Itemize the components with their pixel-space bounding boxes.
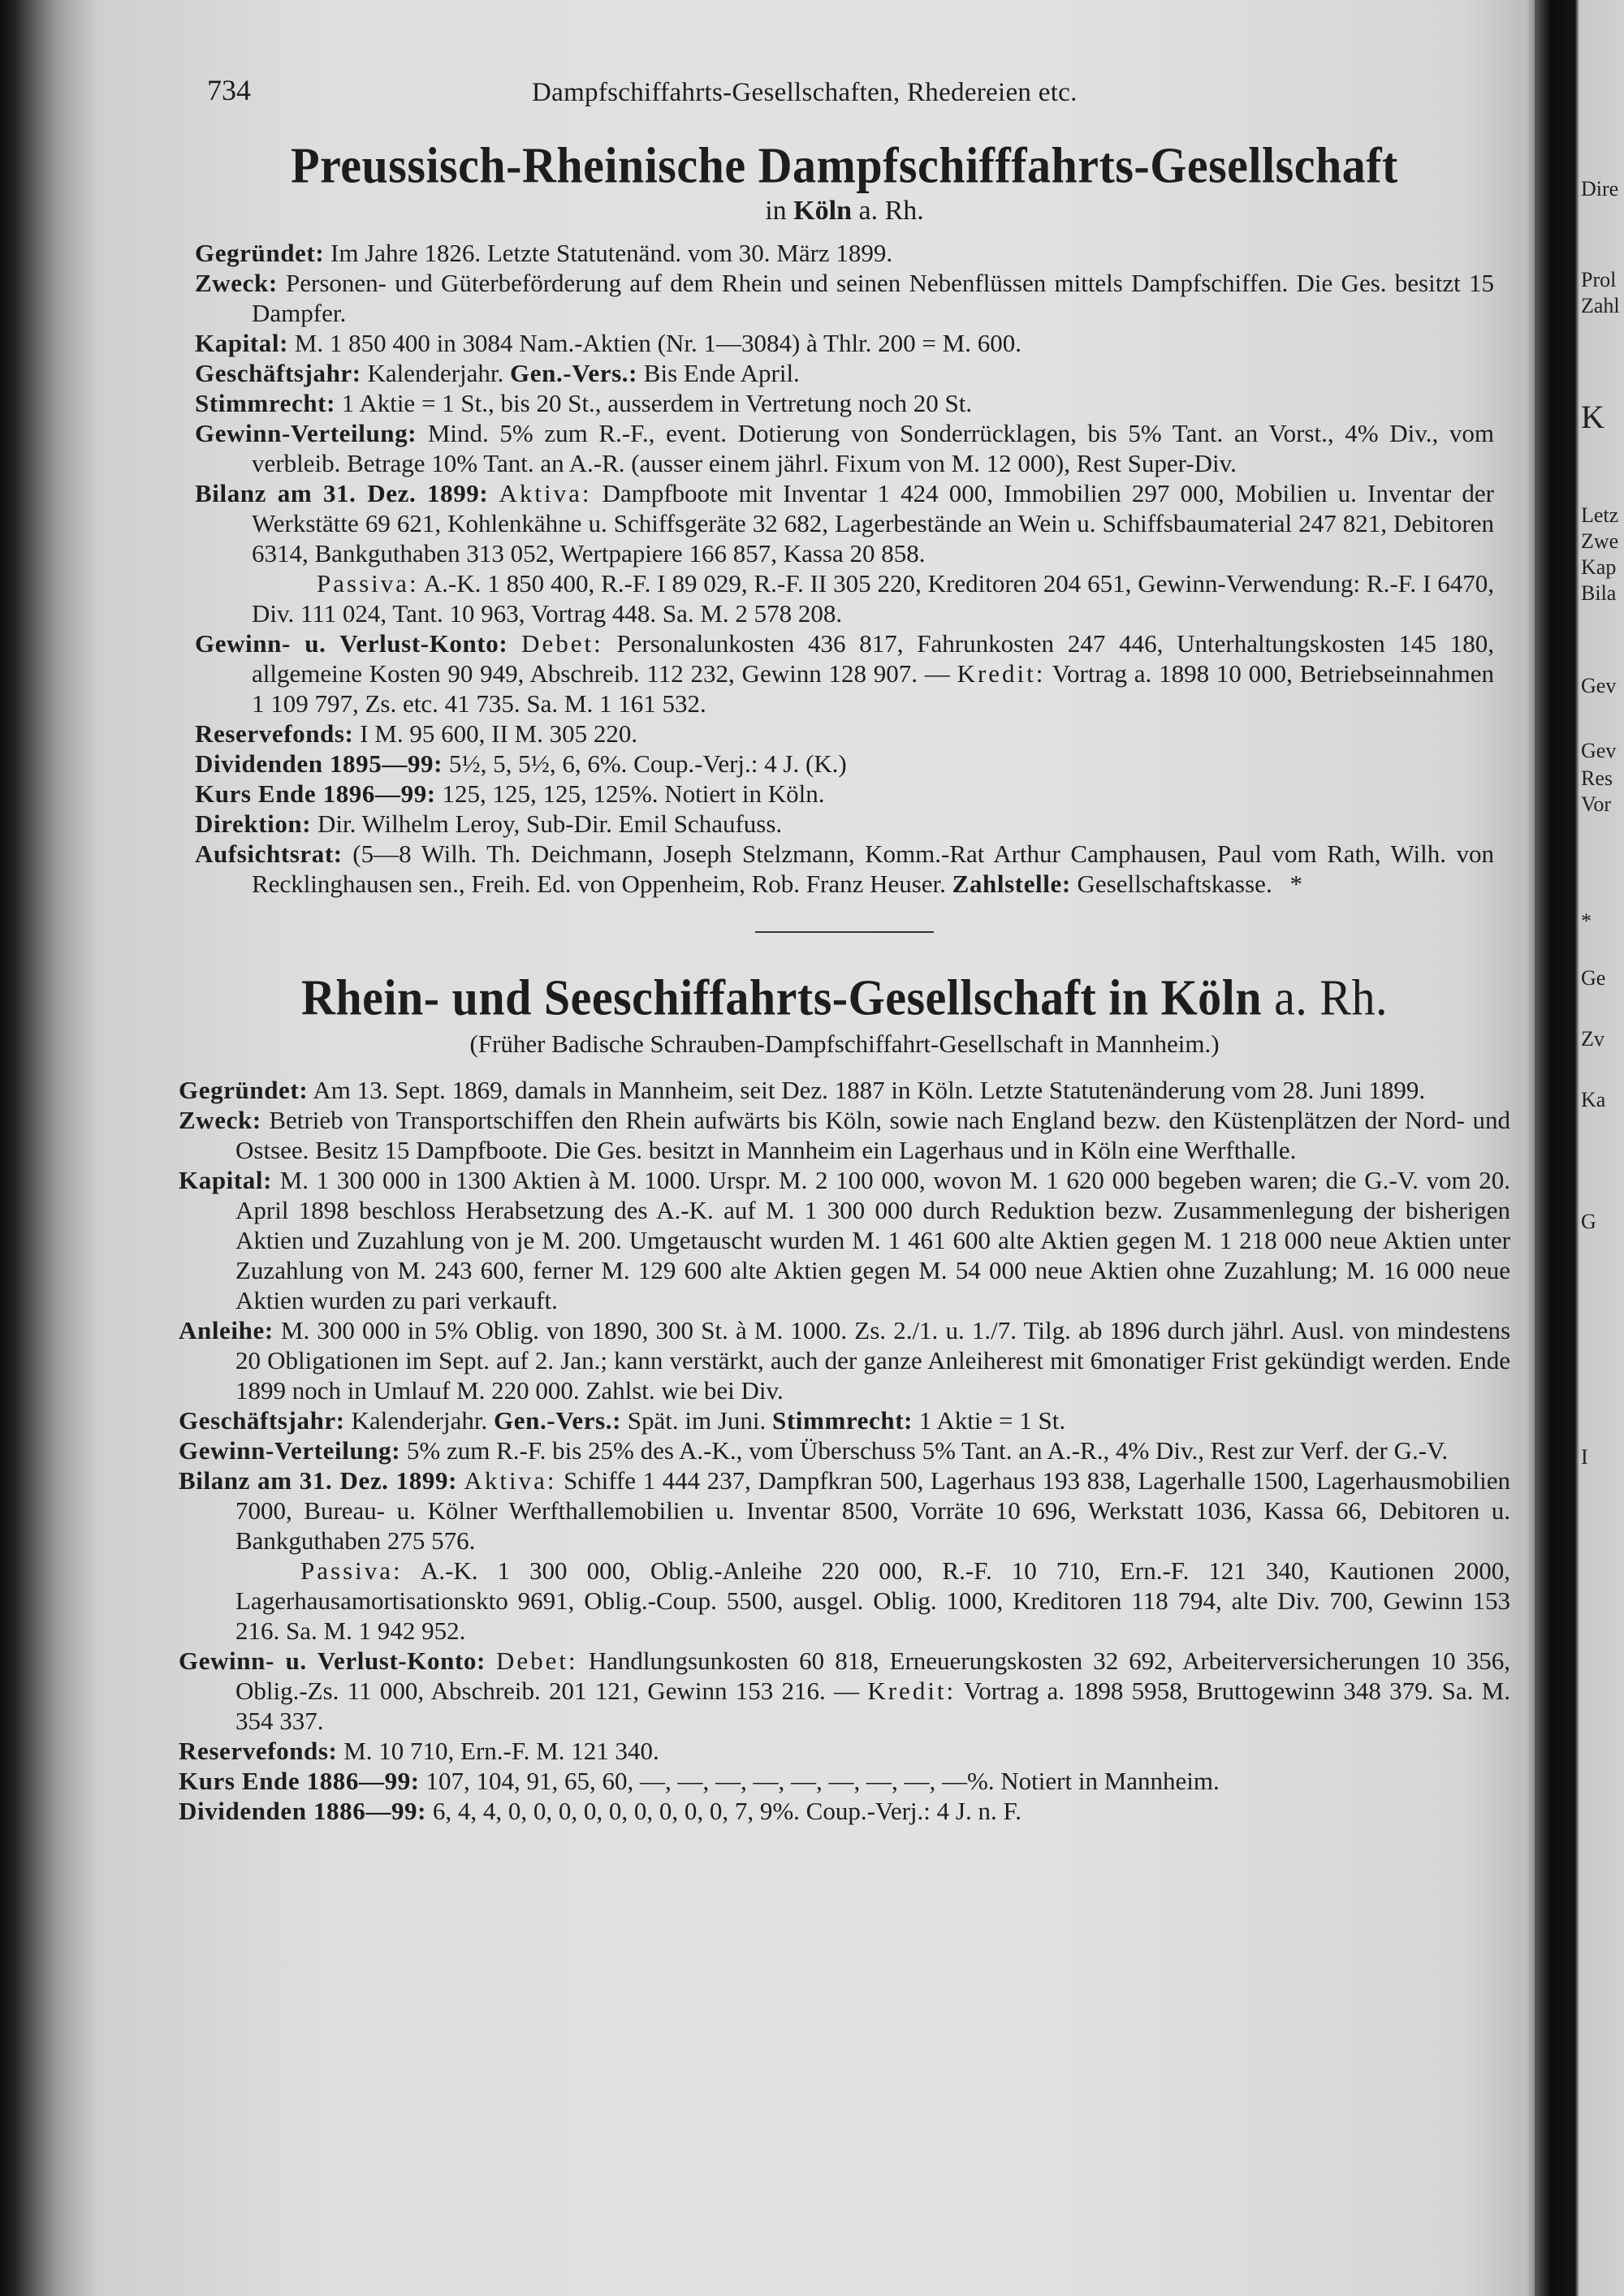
entry-text: A.-K. 1 850 400, R.-F. I 89 029, R.-F. II 305 220, Kreditoren 204 651, Gewinn-Verwendung: R.-F. I 6470, Div. 111 024, Tant. 10 963, Vortrag 448. Sa. M. 2 578 208. bbox=[252, 569, 1494, 628]
entry-paragraph bbox=[195, 749, 1494, 779]
next-page-fragment: Zwe bbox=[1581, 529, 1619, 553]
entry-paragraph bbox=[195, 388, 1494, 418]
running-header bbox=[171, 73, 1518, 122]
entry-sublabel: Debet: bbox=[521, 629, 603, 658]
entry-label: Geschäftsjahr: bbox=[179, 1406, 345, 1435]
entry-sublabel: Debet: bbox=[496, 1646, 578, 1675]
entry-label: Gewinn-Verteilung: bbox=[195, 419, 417, 447]
section-divider bbox=[755, 931, 934, 933]
company-details bbox=[179, 1075, 1510, 1826]
entry-sublabel: Aktiva: bbox=[499, 479, 592, 507]
next-page-fragment: * bbox=[1581, 909, 1592, 933]
entry-text: M. 300 000 in 5% Oblig. von 1890, 300 St. à M. 1000. Zs. 2./1. u. 1./7. Tilg. ab 1896 durch jährl. Ausl. von mindestens 20 Obligationen im Sept. auf 2. Jan.; kann verstärkt, auch der ganze Anleiherest mit 6monatiger Frist gekündigt werden. Ende 1899 noch in Umlauf M. 220 000. Zahlst. wie bei Div. bbox=[235, 1316, 1511, 1405]
entry-text: M. 1 850 400 in 3084 Nam.-Aktien (Nr. 1—3084) à Thlr. 200 = M. 600. bbox=[294, 329, 1021, 357]
entry-label: Gen.-Vers.: bbox=[494, 1406, 622, 1435]
next-page-fragment: Letz bbox=[1581, 503, 1619, 527]
entry-paragraph bbox=[179, 1465, 1510, 1556]
next-page-fragment: I bbox=[1581, 1445, 1588, 1469]
next-page-fragment: K bbox=[1581, 399, 1605, 435]
entry-label: Kapital: bbox=[179, 1166, 273, 1194]
entry-text: 1 Aktie = 1 St. bbox=[918, 1406, 1066, 1435]
entry-paragraph bbox=[195, 628, 1494, 719]
entry-paragraph bbox=[195, 719, 1494, 749]
entry-text: 6, 4, 4, 0, 0, 0, 0, 0, 0, 0, 0, 0, 7, 9%. Coup.-Verj.: 4 J. n. F. bbox=[432, 1797, 1021, 1825]
company-title bbox=[179, 968, 1510, 1026]
entry-paragraph bbox=[195, 779, 1494, 809]
next-page-fragment: Vor bbox=[1581, 792, 1612, 816]
entry-paragraph bbox=[195, 268, 1494, 328]
entry-text: Kalenderjahr. bbox=[351, 1406, 488, 1435]
entry-text: (5—8 Wilh. Th. Deichmann, Joseph Stelzmann, Komm.-Rat Arthur Camphausen, Paul vom Rath, Wilh. von Recklinghausen sen., Freih. Ed. von Oppenheim, Rob. Franz Heuser. bbox=[252, 839, 1495, 898]
next-page-fragment: Ka bbox=[1581, 1088, 1606, 1111]
entry-sublabel: Kredit: bbox=[957, 659, 1046, 688]
entry-paragraph bbox=[179, 1646, 1510, 1736]
entry-label: Stimmrecht: bbox=[772, 1406, 914, 1435]
entry-label: Reservefonds: bbox=[195, 719, 354, 748]
entry-label: Bilanz am 31. Dez. 1899: bbox=[179, 1466, 457, 1495]
company-subtitle: (Früher Badische Schrauben-Dampfschiffahrt-Gesellschaft in Mannheim.) bbox=[469, 1029, 1220, 1058]
entry-label: Direktion: bbox=[195, 809, 312, 838]
entry-text: Spät. im Juni. bbox=[627, 1406, 767, 1435]
entry-sublabel: Passiva: bbox=[300, 1556, 403, 1585]
entry-paragraph bbox=[179, 1405, 1510, 1435]
title-suffix: a. Rh. bbox=[1274, 969, 1388, 1026]
next-page-fragment: Gev bbox=[1581, 739, 1617, 762]
entry-paragraph bbox=[195, 328, 1494, 358]
place-suffix: a. Rh. bbox=[858, 196, 924, 226]
entry-label: Dividenden 1886—99: bbox=[179, 1797, 427, 1825]
entry-text: 1 Aktie = 1 St., bis 20 St., ausserdem in Vertretung noch 20 St. bbox=[341, 389, 973, 417]
entry-text: Kalenderjahr. bbox=[367, 359, 504, 387]
company-location bbox=[195, 196, 1494, 227]
entry-paragraph bbox=[179, 1315, 1510, 1405]
entry-paragraph bbox=[195, 418, 1494, 478]
entry-label: Reservefonds: bbox=[179, 1737, 338, 1765]
entry-paragraph bbox=[179, 1075, 1510, 1105]
page-number: 734 bbox=[207, 74, 251, 106]
entry-paragraph bbox=[179, 1435, 1510, 1465]
entry-label: Gewinn- u. Verlust-Konto: bbox=[179, 1646, 486, 1675]
entry-text: Handlungsunkosten 60 818, Erneuerungskosten 32 692, Arbeiterversicherungen 10 356, Oblig.-Zs. 11 000, Abschreib. 201 121, Gewinn 153 216. — bbox=[235, 1646, 1511, 1705]
entry-text: Personalunkosten 436 817, Fahrunkosten 247 446, Unterhaltungskosten 145 180, allgemeine Kosten 90 949, Abschreib. 112 232, Gewinn 128 907. — bbox=[252, 629, 1495, 688]
entry-text: 107, 104, 91, 65, 60, —, —, —, —, —, —, —, —, —%. Notiert in Mannheim. bbox=[425, 1767, 1220, 1795]
entry-text: 5% zum R.-F. bis 25% des A.-K., vom Überschuss 5% Tant. an A.-R., 4% Div., Rest zur Verf. der G.-V. bbox=[406, 1436, 1449, 1465]
entry-text: Im Jahre 1826. Letzte Statutenänd. vom 30. März 1899. bbox=[330, 239, 893, 267]
entry-label: Dividenden 1895—99: bbox=[195, 749, 443, 778]
entry-label: Gewinn- u. Verlust-Konto: bbox=[195, 629, 508, 658]
entry-label: Anleihe: bbox=[179, 1316, 274, 1344]
book-gutter bbox=[1535, 0, 1575, 2296]
entry-text: Schiffe 1 444 237, Dampfkran 500, Lagerhaus 193 838, Lagerhalle 1500, Lagerhausmobilien 7000, Bureau- u. Kölner Werfthallemobilien u. Inventar 8500, Vorräte 10 696, Werkstatt 1036, Kassa 66, Debitoren u. Bankguthaben 275 576. bbox=[235, 1466, 1511, 1555]
entry-text: Am 13. Sept. 1869, damals in Mannheim, seit Dez. 1887 in Köln. Letzte Statutenänderung vom 28. Juni 1899. bbox=[313, 1076, 1426, 1104]
place-city: Köln bbox=[793, 196, 852, 226]
entry-text: Personen- und Güterbeförderung auf dem Rhein und seinen Nebenflüssen mittels Dampfschiffen. Die Ges. besitzt 15 Dampfer. bbox=[252, 269, 1494, 327]
entry-label: Gewinn-Verteilung: bbox=[179, 1436, 401, 1465]
entry-label: Kapital: bbox=[195, 329, 289, 357]
entry-paragraph bbox=[195, 568, 1494, 628]
entry-label: Kurs Ende 1886—99: bbox=[179, 1767, 420, 1795]
entry-text: Betrieb von Transportschiffen den Rhein aufwärts bis Köln, sowie nach England bezw. den Küstenplätzen der Nord- und Ostsee. Besitz 15 Dampfboote. Die Ges. besitzt in Mannheim ein Lagerhaus und in Köln eine Werfthalle. bbox=[235, 1106, 1511, 1164]
entry-label: Zahlstelle: bbox=[952, 870, 1071, 898]
entry-sublabel: Passiva: bbox=[317, 569, 419, 598]
next-page-fragment: Prol bbox=[1581, 268, 1617, 291]
next-page-fragment: Bila bbox=[1581, 581, 1617, 605]
entry-paragraph bbox=[179, 1796, 1510, 1826]
entry-paragraph bbox=[179, 1165, 1510, 1315]
entry-label: Zweck: bbox=[195, 269, 278, 297]
next-page-fragment: Gev bbox=[1581, 674, 1617, 697]
entry-text: Mind. 5% zum R.-F., event. Dotierung von Sonderrücklagen, bis 5% Tant. an Vorst., 4% Div., vom verbleib. Betrage 10% Tant. an A.-R. (ausser einem jährl. Fixum von M. 12 000), Rest Super-Div. bbox=[252, 419, 1494, 477]
entry-text: A.-K. 1 300 000, Oblig.-Anleihe 220 000, R.-F. 10 710, Ern.-F. 121 340, Kautionen 2000, Lagerhausamortisationskto 9691, Oblig.-Coup. 5500, ausgel. Oblig. 1000, Kreditoren 118 794, alte Div. 700, Gewinn 153 216. Sa. M. 1 942 952. bbox=[235, 1556, 1510, 1645]
company-title: Preussisch-Rheinische Dampfschifffahrts-Gesellschaft bbox=[291, 136, 1398, 194]
entry-label: Gen.-Vers.: bbox=[510, 359, 638, 387]
entry-text: M. 10 710, Ern.-F. M. 121 340. bbox=[343, 1737, 659, 1765]
place-prefix: in bbox=[765, 196, 787, 226]
entry-label: Kurs Ende 1896—99: bbox=[195, 779, 436, 808]
next-page-fragment: Zv bbox=[1581, 1027, 1605, 1051]
entry-text: Bis Ende April. bbox=[643, 359, 800, 387]
company-details bbox=[195, 238, 1494, 899]
company-entry-rhein-und-seeschiffahrts bbox=[179, 970, 1510, 1826]
entry-label: Geschäftsjahr: bbox=[195, 359, 361, 387]
entry-sublabel: Kredit: bbox=[867, 1677, 957, 1705]
entry-paragraph bbox=[195, 809, 1494, 839]
entry-paragraph bbox=[179, 1105, 1510, 1165]
next-page-edge bbox=[1579, 0, 1624, 2296]
entry-text: Vortrag a. 1898 10 000, Betriebseinnahmen 1 109 797, Zs. etc. 41 735. Sa. M. 1 161 532. bbox=[252, 659, 1494, 718]
entry-label: Gegründet: bbox=[195, 239, 325, 267]
entry-paragraph bbox=[195, 358, 1494, 388]
entry-label: Zweck: bbox=[179, 1106, 261, 1134]
entry-text: Dir. Wilhelm Leroy, Sub-Dir. Emil Schaufuss. bbox=[317, 809, 783, 838]
entry-text: 5½, 5, 5½, 6, 6%. Coup.-Verj.: 4 J. (K.) bbox=[448, 749, 847, 778]
company-entry-preussisch-rheinische bbox=[195, 138, 1494, 899]
entry-mark: * bbox=[1289, 870, 1302, 898]
entry-label: Aufsichtsrat: bbox=[195, 839, 343, 868]
next-page-fragment: Ge bbox=[1581, 966, 1606, 990]
entry-paragraph bbox=[195, 478, 1494, 568]
next-page-fragment: Dire bbox=[1581, 177, 1619, 201]
entry-text: Dampfboote mit Inventar 1 424 000, Immobilien 297 000, Mobilien u. Inventar der Werkstätte 69 621, Kohlenkähne u. Schiffsgeräte 32 682, Lagerbestände an Wein u. Schiffsbaumaterial 247 821, Debitoren 6314, Bankguthaben 313 052, Wertpapiere 166 857, Kassa 20 858. bbox=[252, 479, 1495, 568]
entry-paragraph bbox=[179, 1736, 1510, 1766]
entry-label: Stimmrecht: bbox=[195, 389, 336, 417]
entry-text: Gesellschaftskasse. bbox=[1077, 870, 1272, 898]
entry-label: Bilanz am 31. Dez. 1899: bbox=[195, 479, 489, 507]
entry-text: I M. 95 600, II M. 305 220. bbox=[360, 719, 638, 748]
title-main: Rhein- und Seeschiffahrts-Gesellschaft in Köln bbox=[301, 969, 1263, 1026]
next-page-fragment: Zahl bbox=[1581, 294, 1620, 317]
document-page bbox=[171, 73, 1518, 1826]
entry-paragraph bbox=[195, 839, 1494, 899]
entry-text: M. 1 300 000 in 1300 Aktien à M. 1000. Urspr. M. 2 100 000, wovon M. 1 620 000 begeben waren; die G.-V. vom 20. April 1898 beschloss Herabsetzung des A.-K. auf M. 1 300 000 durch Reduktion bezw. Zusammenlegung der bisherigen Aktien und Zuzahlung von je M. 200. Umgetauscht wurden M. 1 461 600 alte Aktien gegen M. 1 218 000 neue Aktien unter Zuzahlung von M. 243 600, ferner M. 129 600 alte Aktien gegen M. 54 000 neue Aktien ohne Zuzahlung; M. 16 000 neue Aktien wurden zu pari verkauft. bbox=[235, 1166, 1510, 1314]
entry-paragraph bbox=[195, 238, 1494, 268]
entry-text: 125, 125, 125, 125%. Notiert in Köln. bbox=[442, 779, 825, 808]
next-page-fragment: G bbox=[1581, 1210, 1596, 1233]
entry-paragraph bbox=[179, 1556, 1510, 1646]
next-page-fragment: Res bbox=[1581, 766, 1613, 790]
running-title: Dampfschiffahrts-Gesellschaften, Rhedereien etc. bbox=[532, 78, 1078, 107]
entry-label: Gegründet: bbox=[179, 1076, 309, 1104]
entry-paragraph bbox=[179, 1766, 1510, 1796]
next-page-fragment: Kap bbox=[1581, 555, 1617, 579]
entry-sublabel: Aktiva: bbox=[464, 1466, 557, 1495]
entry-text: Vortrag a. 1898 5958, Bruttogewinn 348 379. Sa. M. 354 337. bbox=[235, 1677, 1511, 1735]
